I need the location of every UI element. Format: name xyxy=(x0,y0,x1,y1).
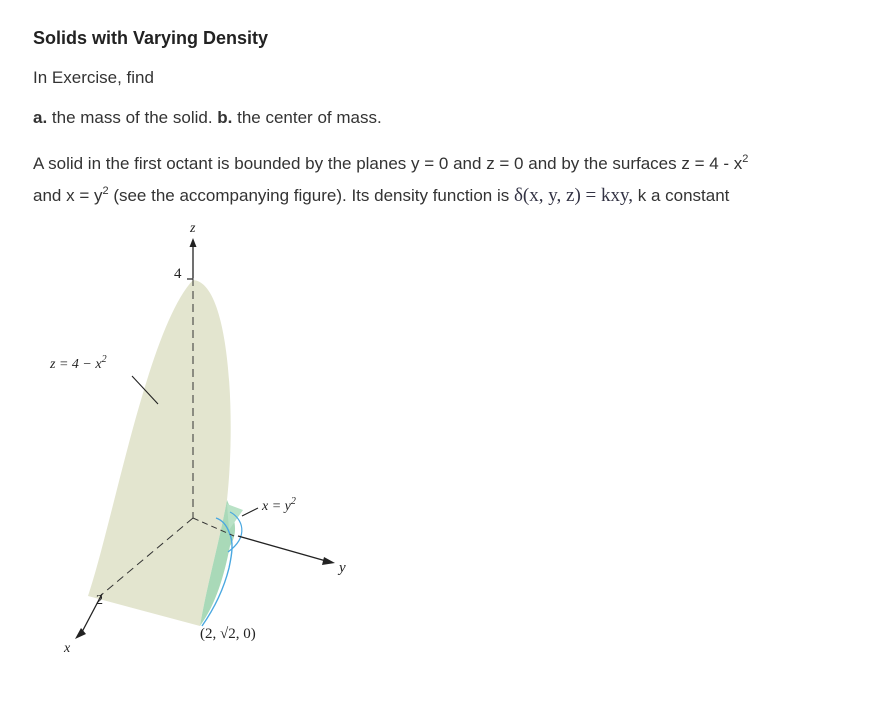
y-axis-label: y xyxy=(339,560,346,576)
surface-z-equation: z = 4 - x xyxy=(681,154,743,173)
surface-z-label-text: z = 4 − x xyxy=(50,357,102,372)
part-b-text: the center of mass. xyxy=(232,108,382,127)
z-axis-label: z xyxy=(190,221,196,236)
plane-y-zero: y = 0 xyxy=(411,154,449,173)
solid-figure xyxy=(30,218,370,658)
cylinder-top-edge xyxy=(227,504,243,530)
density-function: δ(x, y, z) = kxy, xyxy=(513,185,634,206)
x-axis-label: x xyxy=(64,641,71,656)
part-a-text: the mass of the solid. xyxy=(47,108,218,127)
surface-x-exponent: 2 xyxy=(102,185,109,197)
part-a-label: a. xyxy=(33,108,48,127)
problem-text-3: (see the accompanying figure). Its density function is xyxy=(108,186,514,205)
problem-text-1: A solid in the first octant is bounded by the planes xyxy=(33,154,412,173)
surface-x-equation: x = y xyxy=(66,186,103,205)
z-tick-label: 4 xyxy=(174,266,182,282)
x-axis-arrow xyxy=(75,628,86,639)
problem-text-4: k a constant xyxy=(633,186,730,205)
surface-z-label xyxy=(49,354,107,372)
surface-z-exponent: 2 xyxy=(742,153,749,165)
parabolic-surface xyxy=(88,280,231,626)
surface-x-label-exp: 2 xyxy=(290,496,296,507)
surface-z-label-exp: 2 xyxy=(101,354,107,365)
x-tick-label: 2 xyxy=(96,593,103,608)
y-axis-arrow xyxy=(322,557,335,565)
z-axis-arrow xyxy=(190,238,197,247)
plane-z-zero: z = 0 xyxy=(486,154,524,173)
intro-text: In Exercise, find xyxy=(33,68,154,87)
part-b-label: b. xyxy=(217,108,233,127)
problem-and-2: and xyxy=(33,186,67,205)
question-parts xyxy=(33,106,382,130)
y-axis xyxy=(238,536,326,561)
exercise-content xyxy=(33,24,853,206)
problem-and-1: and xyxy=(448,154,487,173)
problem-text-2: and by the surfaces xyxy=(523,154,682,173)
surface-x-label-text: x = y xyxy=(262,499,291,514)
surface-x-pointer xyxy=(242,508,258,516)
section-heading: Solids with Varying Density xyxy=(33,28,269,48)
problem-statement xyxy=(33,148,853,212)
surface-x-label xyxy=(261,496,296,514)
corner-point-label: (2, √2, 0) xyxy=(200,626,256,642)
